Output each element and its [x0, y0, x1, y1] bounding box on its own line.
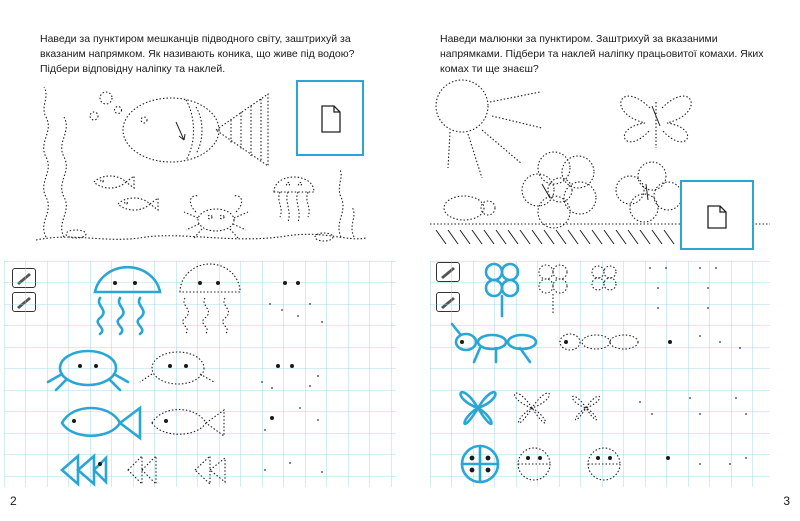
- grid-drawing-right: [400, 258, 800, 490]
- right-page: [400, 0, 800, 521]
- sticker-placeholder-left[interactable]: [296, 80, 364, 156]
- grid-drawing-left: [0, 258, 400, 490]
- sticker-placeholder-right[interactable]: [680, 180, 754, 250]
- page-number-right: 3: [783, 494, 790, 508]
- tracing-grid-right: [400, 258, 800, 490]
- sticker-page-icon: [298, 82, 362, 154]
- sticker-page-icon: [682, 182, 752, 248]
- page-number-left: 2: [10, 494, 17, 508]
- right-instruction: Наведи малюнки за пунктиром. Заштрихуй за вказаними напрямками. Підбери та наклей наліпку працьовитої комахи. Яких комах ти ще знаєш?: [440, 33, 764, 75]
- left-instruction: Наведи за пунктиром мешканців підводного світу, заштрихуй за вказаним напрямком. Як називають коника, що живе під водою? Підбери відповідну наліпку та наклей.: [40, 33, 355, 75]
- tracing-grid-left: [0, 258, 400, 490]
